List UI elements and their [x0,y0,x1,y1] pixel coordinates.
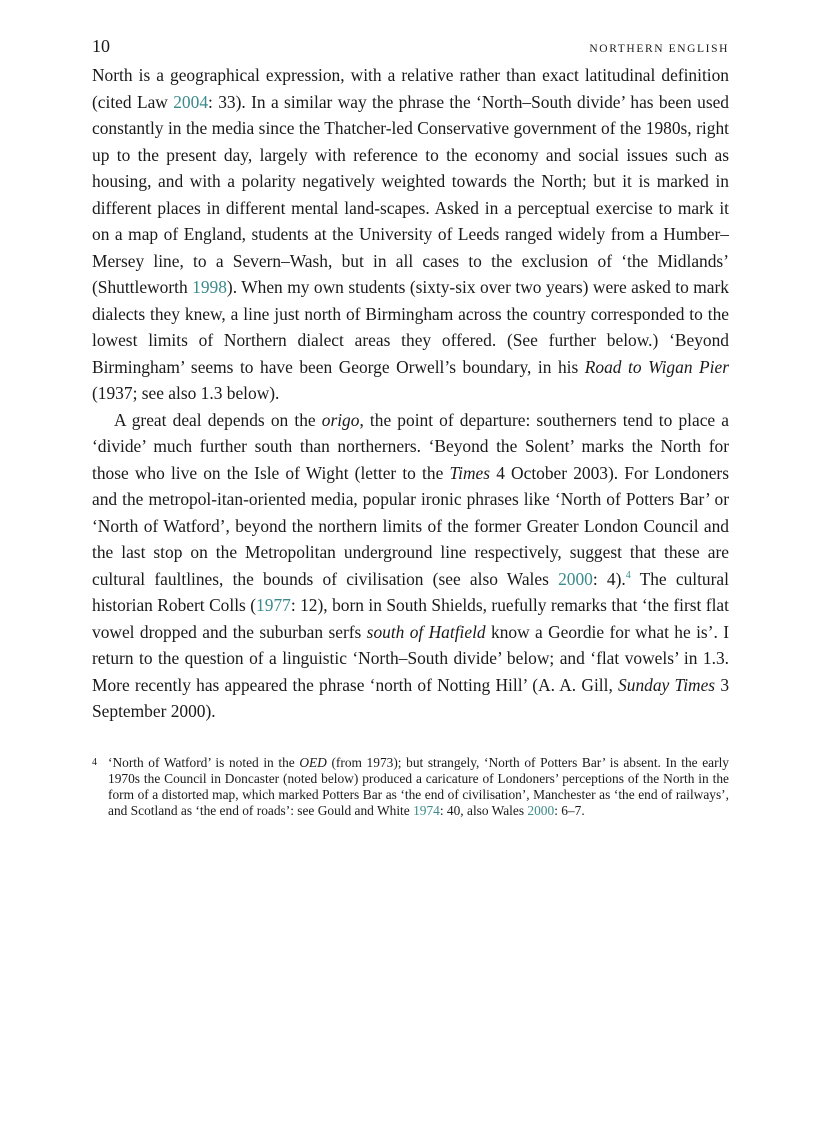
citation-link-law-2004[interactable]: 2004 [173,91,209,112]
text-run: : 4). [592,568,626,589]
page [92,36,729,819]
citation-link-gould-white-1974[interactable]: 1974 [413,803,440,819]
paragraph-2 [92,407,729,725]
text-run: ‘North of Watford’ is noted in the [108,754,300,770]
text-run: : 33). In a similar way the phrase the ‘North–South divide’ has been used constantly in the media since the Thatcher-led Conservative government of the 1980s, right up to the present day, largely with reference to the economy and social issues such as housing, and with a polarity negatively weighted towards the North; but it is marked in different places in different mental land-scapes. Asked in a perceptual exercise to mark it on a map of England, students at the University of Leeds ranged widely from a Humber–Mersey line, to a Severn–Wash, but in all cases to the exclusion of ‘the Midlands’ (Shuttleworth [92,91,730,297]
text-run: : 6–7. [554,803,585,819]
footnotes [92,755,729,820]
newspaper-sunday-times: Sunday Times [618,674,716,695]
text-run: North is a geographical expression, with a relative rather than exact latitudinal definition (cited Law [92,65,729,112]
text-run: : 12), born in South Shields, ruefully remarks that ‘the first flat vowel dropped and the suburban serfs [92,595,729,642]
phrase-south-of-hatfield: south of Hatfield [366,621,486,642]
body-text [92,62,729,725]
text-run: 3 September 2000). [92,674,730,721]
running-head [92,36,729,62]
footnote-reference-4[interactable]: 4 [625,569,631,581]
term-origo: origo [321,409,360,430]
citation-link-wales-2000[interactable]: 2000 [558,568,593,589]
abbr-oed: OED [299,754,327,770]
text-run: The cultural historian Robert Colls ( [92,568,729,615]
newspaper-times: Times [449,462,491,483]
text-run: , the point of departure: southerners tend to place a ‘divide’ much further south than northerners. ‘Beyond the Solent’ marks the North for those who live on the Isle of Wight (letter to the [92,409,729,483]
text-run: (1937; see also 1.3 below). [92,383,280,403]
running-title: NORTHERN ENGLISH [589,43,729,55]
citation-link-wales-2000-fn[interactable]: 2000 [527,803,555,819]
text-run: ). When my own students (sixty-six over two years) were asked to mark dialects they knew, a line just north of Birmingham across the country corresponded to the lowest limits of Northern dialect areas they offered. (See further below.) ‘Beyond Birmingham’ seems to have been George Orwell’s boundary, in his [92,277,729,377]
footnote-4 [92,755,729,820]
citation-link-shuttleworth-1998[interactable]: 1998 [192,277,227,297]
text-run: : 40, also Wales [439,803,528,819]
paragraph-1 [92,62,729,407]
text-run: 4 October 2003). For Londoners and the metropol-itan-oriented media, popular ironic phrases like ‘North of Potters Bar’ or ‘North of Watford’, beyond the northern limits of the former Greater London Council and the last stop on the Metropolitan underground line respectively, suggest that these are cultural faultlines, the bounds of civilisation (see also Wales [92,462,729,589]
text-run: A great deal depends on the [114,409,322,430]
page-number: 10 [92,36,110,56]
text-run: know a Geordie for what he is’. I return to the question of a linguistic ‘North–South divide’ below; and ‘flat vowels’ in 1.3. More recently has appeared the phrase ‘north of Notting Hill’ (A. A. Gill, [92,621,729,695]
footnote-text [108,755,729,820]
footnote-mark: 4 [92,756,97,768]
citation-link-colls-1977[interactable]: 1977 [256,595,291,615]
text-run: (from 1973); but strangely, ‘North of Potters Bar’ is absent. In the early 1970s the Council in Doncaster (noted below) produced a caricature of Londoners’ perceptions of the North in the form of a distorted map, which marked Potters Bar as ‘the end of civilisation’, Manchester as ‘the end of railways’, and Scotland as ‘the end of roads’: see Gould and White [108,754,729,819]
book-title-road-to-wigan-pier: Road to Wigan Pier [584,356,729,377]
